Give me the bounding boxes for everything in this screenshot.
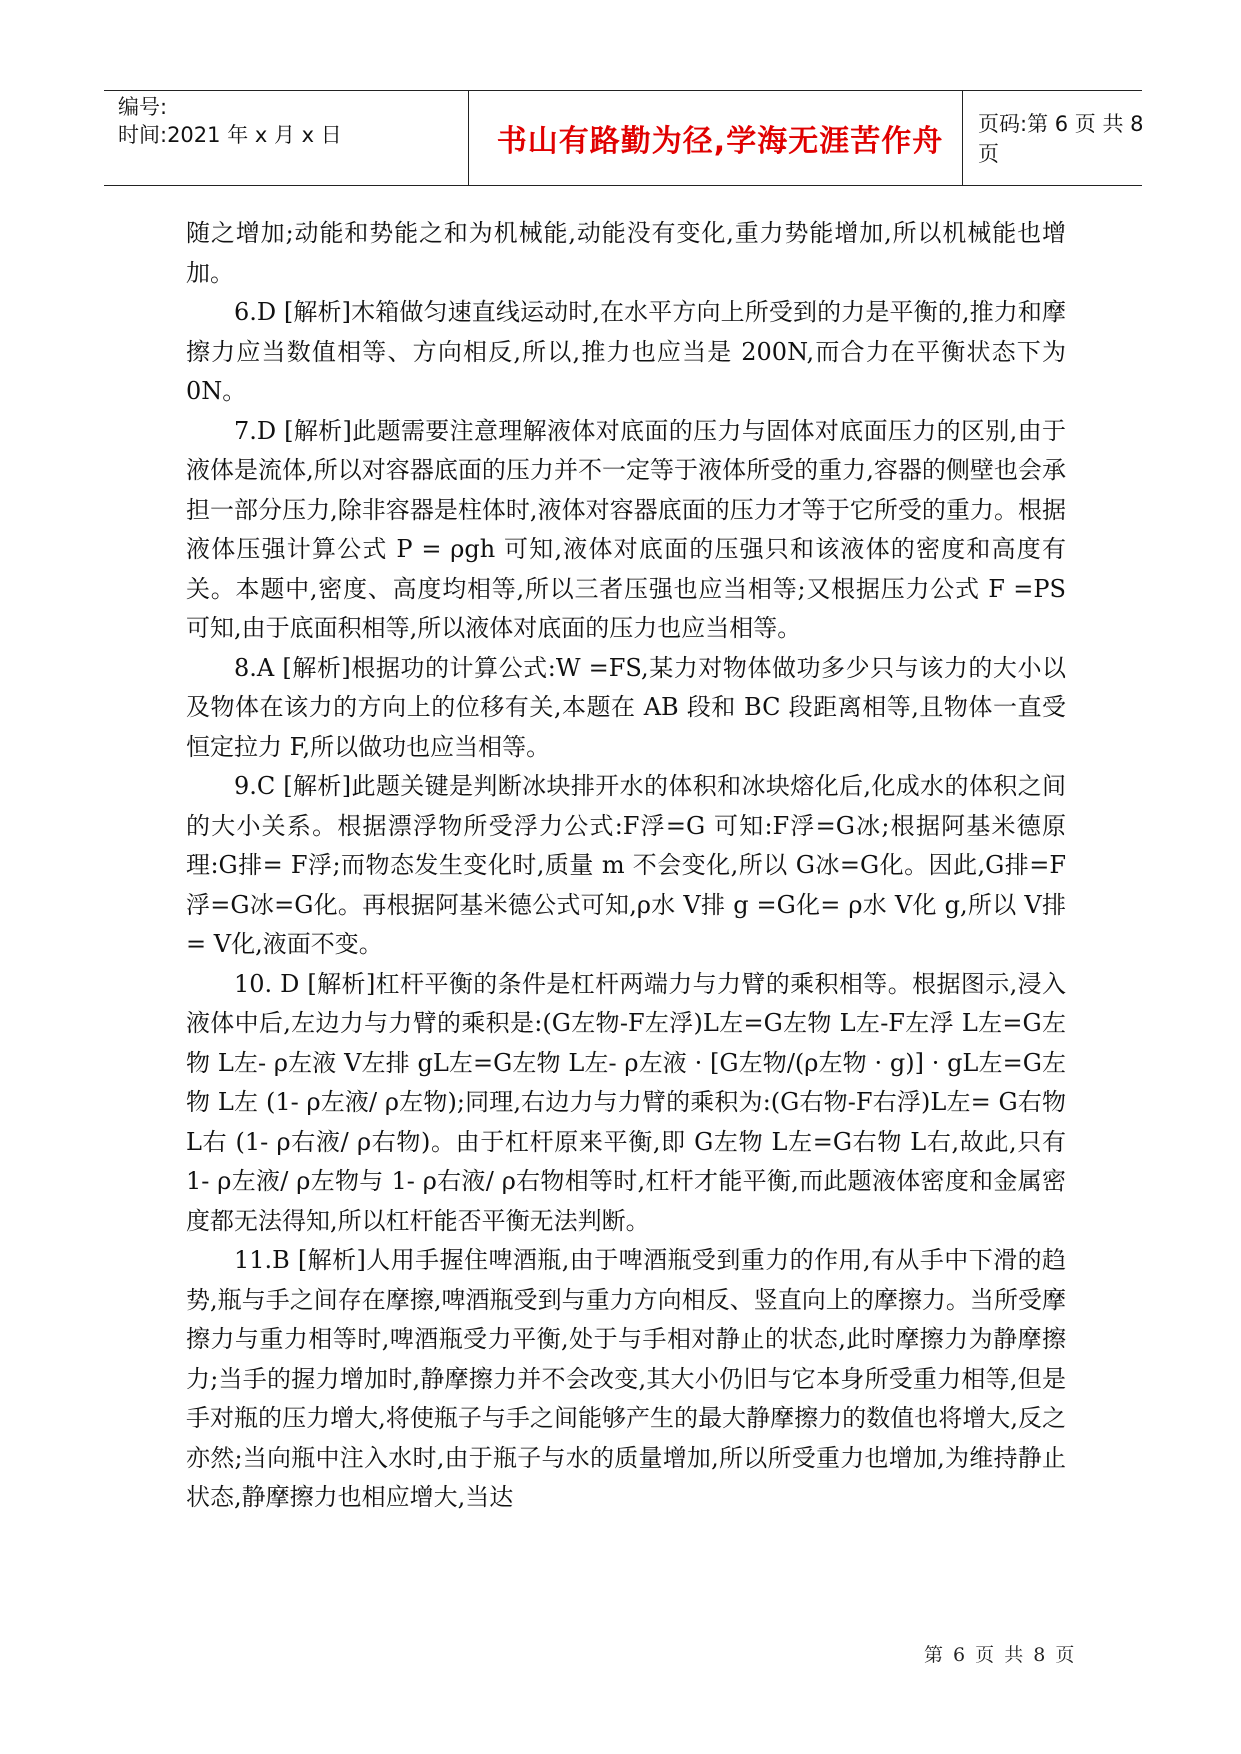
header-divider-right <box>962 91 963 185</box>
header-divider-left <box>468 91 469 185</box>
header-motto-cell <box>474 91 966 185</box>
answer-7: 7.D [解析]此题需要注意理解液体对底面的压力与固体对底面压力的区别,由于液体是流体,所以对容器底面的压力并不一定等于液体所受的重力,容器的侧壁也会承担一部分压力,除非容器是柱体时,液体对容器底面的压力才等于它所受的重力。根据液体压强计算公式 P = ρgh 可知,液体对底面的压强只和该液体的密度和高度有关。本题中,密度、高度均相等,所以三者压强也应当相等;又根据压力公式 F =PS 可知,由于底面积相等,所以液体对底面的压力也应当相等。 <box>186 416 1066 642</box>
answer-11: 11.B [解析]人用手握住啤酒瓶,由于啤酒瓶受到重力的作用,有从手中下滑的趋势,瓶与手之间存在摩擦,啤酒瓶受到与重力方向相反、竖直向上的摩擦力。当所受摩擦力与重力相等时,啤酒瓶受力平衡,处于与手相对静止的状态,此时摩擦力为静摩擦力;当手的握力增加时,静摩擦力并不会改变,其大小仍旧与它本身所受重力相等,但是手对瓶的压力增大,将使瓶子与手之间能够产生的最大静摩擦力的数值也将增大,反之亦然;当向瓶中注入水时,由于瓶子与水的质量增加,所以所受重力也增加,为维持静止状态,静摩擦力也相应增大,当达 <box>186 1246 1066 1511</box>
header-page-code-cell <box>978 91 1148 185</box>
header-meta <box>118 91 468 185</box>
serial-label: 编号: <box>118 95 168 119</box>
time-label: 时间:2021 年 x 月 x 日 <box>118 123 342 147</box>
answer-10: 10. D [解析]杠杆平衡的条件是杠杆两端力与力臂的乘积相等。根据图示,浸入液体中后,左边力与力臂的乘积是:(G左物-F左浮)L左=G左物 L左-F左浮 L左=G左物 L左- ρ左液 V左排 gL左=G左物 L左- ρ左液 · [G左物/(ρ左物 · g)] · gL左=G左物 L左 (1- ρ左液/ ρ左物);同理,右边力与力臂的乘积为:(G右物-F右浮)L左= G右物 L右 (1- ρ右液/ ρ右物)。由于杠杆原来平衡,即 G左物 L左=G右物 L右,故此,只有 1- ρ左液/ ρ左物与 1- ρ右液/ ρ右物相等时,杠杆才能平衡,而此题液体密度和金属密度都无法得知,所以杠杆能否平衡无法判断。 <box>186 969 1066 1235</box>
document-body <box>186 214 1066 1518</box>
header-motto: 书山有路勤为径,学海无涯苦作舟 <box>496 124 944 159</box>
page-footer: 第 6 页 共 8 页 <box>924 1644 1077 1666</box>
answer-6: 6.D [解析]木箱做匀速直线运动时,在水平方向上所受到的力是平衡的,推力和摩擦力应当数值相等、方向相反,所以,推力也应当是 200N,而合力在平衡状态下为 0N。 <box>186 298 1066 405</box>
page-header <box>104 90 1142 186</box>
answer-9: 9.C [解析]此题关键是判断冰块排开水的体积和冰块熔化后,化成水的体积之间的大小关系。根据漂浮物所受浮力公式:F浮=G 可知:F浮=G冰;根据阿基米德原理:G排= F浮;而物态发生变化时,质量 m 不会变化,所以 G冰=G化。因此,G排=F浮=G冰=G化。再根据阿基米德公式可知,ρ水 V排 g =G化= ρ水 V化 g,所以 V排= V化,液面不变。 <box>186 772 1066 958</box>
paragraph-continuation: 随之增加;动能和势能之和为机械能,动能没有变化,重力势能增加,所以机械能也增加。 <box>186 219 1066 287</box>
answer-8: 8.A [解析]根据功的计算公式:W =FS,某力对物体做功多少只与该力的大小以及物体在该力的方向上的位移有关,本题在 AB 段和 BC 段距离相等,且物体一直受恒定拉力 F,所以做功也应当相等。 <box>186 653 1066 761</box>
page-code: 页码:第 6 页 共 8 页 <box>978 112 1144 166</box>
